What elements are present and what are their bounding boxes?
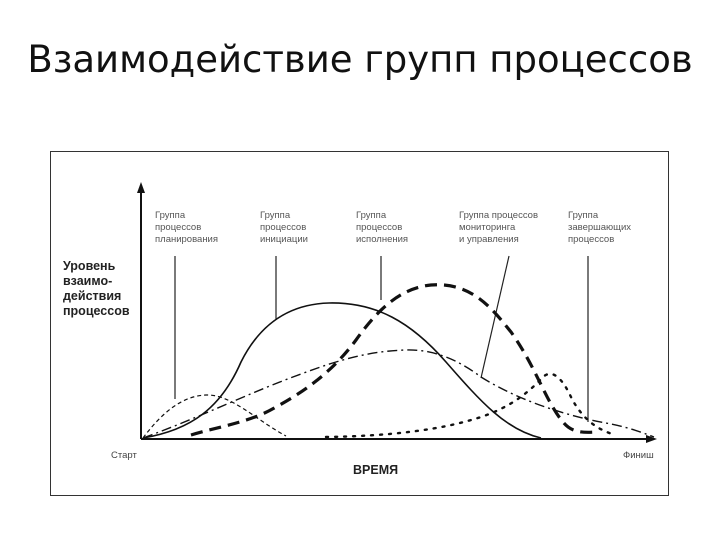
y-axis-label [63, 259, 130, 318]
y-axis-label-line: взаимо- [63, 274, 113, 288]
group-label-initiation [260, 210, 309, 245]
curve-monitoring [143, 350, 654, 438]
group-label-line: процессов [356, 222, 403, 233]
group-label-line: Группа [568, 210, 599, 221]
curve-planning [143, 395, 286, 438]
group-label-line: процессов [155, 222, 202, 233]
group-label-line: завершающих [568, 222, 632, 233]
leader-line-monitoring [481, 256, 509, 378]
group-label-line: инициации [260, 234, 308, 245]
y-axis-label-line: Уровень [63, 259, 116, 273]
y-axis-arrow [137, 182, 145, 193]
curves [143, 285, 654, 438]
group-label-line: Группа [260, 210, 291, 221]
curve-execution [191, 285, 596, 435]
process-interaction-diagram [51, 152, 670, 497]
group-label-monitoring [459, 210, 541, 245]
group-label-execution [356, 210, 408, 245]
slide-title: Взаимодействие групп процессов [27, 38, 693, 81]
group-label-line: мониторинга [459, 222, 516, 233]
x-axis-label: ВРЕМЯ [353, 463, 399, 477]
group-label-line: исполнения [356, 234, 409, 245]
group-label-line: Группа [356, 210, 387, 221]
y-axis-label-line: действия [63, 289, 122, 303]
group-label-line: и управления [459, 234, 519, 245]
leader-lines [175, 256, 588, 422]
curve-closing [326, 374, 616, 437]
group-label-line: Группа процессов [459, 210, 539, 221]
curve-initiation [143, 303, 541, 438]
group-label-line: Группа [155, 210, 186, 221]
group-label-line: процессов [568, 234, 615, 245]
group-label-planning [155, 210, 218, 245]
group-label-line: процессов [260, 222, 307, 233]
finish-label: Финиш [623, 450, 654, 461]
start-label: Старт [111, 450, 137, 461]
group-label-line: планирования [155, 234, 219, 245]
diagram-frame [50, 151, 669, 496]
group-label-closing [568, 210, 634, 245]
y-axis-label-line: процессов [63, 304, 130, 318]
